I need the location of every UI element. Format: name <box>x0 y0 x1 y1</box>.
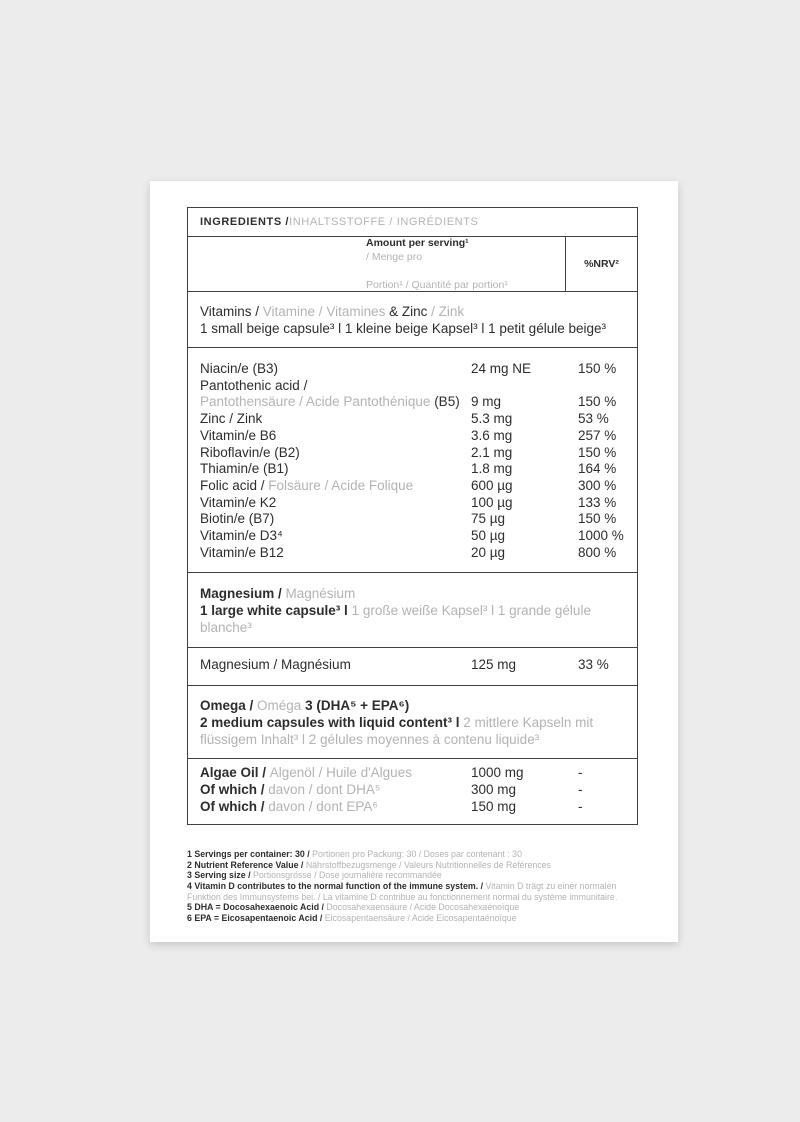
nutrient-amount: 1.8 mg <box>471 461 513 477</box>
nrv-column-header: %NRV² <box>565 237 637 291</box>
section-rows <box>188 647 637 685</box>
nutrient-row <box>188 445 637 462</box>
text-part: / Menge pro <box>366 251 423 263</box>
section-header <box>188 685 637 758</box>
nutrient-amount: 2.1 mg <box>471 444 513 460</box>
text-part: 1 große weiße Kapsel³ l 1 grande gélule <box>351 603 591 619</box>
nutrient-nrv: 1000 % <box>578 528 624 544</box>
nutrient-row <box>188 495 637 512</box>
nutrient-amount: 125 mg <box>471 657 517 673</box>
nutrient-name <box>200 428 471 445</box>
nutrient-name <box>200 445 471 462</box>
nutrient-amount: 100 µg <box>471 494 513 510</box>
nutrient-row <box>188 657 637 674</box>
nutrient-row <box>188 799 637 816</box>
nutrient-name <box>200 765 471 782</box>
nutrient-nrv: - <box>578 781 583 797</box>
section-rows <box>188 758 637 824</box>
text-part: 1 small beige capsule³ l 1 kleine beige Kapsel³ l 1 petit gélule beige³ <box>200 321 606 336</box>
text-part: Pantothensäure / Acide Pantothénique <box>200 394 435 410</box>
footnote-line <box>187 881 638 902</box>
text-part: 2 medium capsules with liquid content³ l <box>200 715 464 731</box>
nutrient-row <box>188 411 637 428</box>
text-part: Algenöl / Huile d'Algues <box>269 765 412 781</box>
nutrient-row <box>188 545 637 562</box>
nutrient-name <box>200 361 471 378</box>
nutrient-amount: 600 µg <box>471 477 513 493</box>
text-part: Vitamin/e K2 <box>200 494 277 510</box>
nutrient-name <box>200 511 471 528</box>
nutrient-nrv: 53 % <box>578 411 609 427</box>
nutrient-row <box>188 361 637 378</box>
text-part: Omega / <box>200 698 258 714</box>
text-part: 1 large white capsule³ l <box>200 603 352 619</box>
text-part: Folic acid / <box>200 477 269 493</box>
nutrient-name <box>200 799 471 816</box>
text-part: Portion¹ / Quantité par portion¹ <box>366 279 508 291</box>
text-part: INGREDIENTS / <box>200 216 290 228</box>
nutrient-row <box>188 461 637 478</box>
text-part: Magnesium / <box>200 586 286 602</box>
nutrient-nrv: 150 % <box>578 511 617 527</box>
nutrient-name <box>200 528 471 545</box>
nutrient-name <box>200 461 471 478</box>
text-part: Portionsgrösse / Dose journalière recommandée <box>253 870 442 881</box>
nutrient-nrv: - <box>578 765 583 781</box>
nutrient-name <box>200 495 471 512</box>
footnote-line <box>187 849 638 860</box>
text-part: Amount per serving¹ <box>366 237 469 249</box>
nutrient-row <box>188 528 637 545</box>
text-part: Vitamin/e B12 <box>200 544 284 560</box>
nutrient-name <box>200 378 471 411</box>
text-part: 4 Vitamin D contributes to the normal function of the immune system. / <box>187 881 486 892</box>
section-header <box>188 572 637 647</box>
footnote-line <box>187 902 638 913</box>
nutrient-nrv: 300 % <box>578 477 617 493</box>
text-part: davon / dont DHA⁵ <box>268 781 381 797</box>
column-header-row <box>188 236 637 291</box>
nutrient-nrv: 150 % <box>578 394 617 410</box>
nutrient-name <box>200 411 471 428</box>
section-header-line <box>200 602 625 619</box>
nutrient-name <box>200 657 471 674</box>
section-header-line <box>200 585 625 602</box>
text-part: 3 (DHA⁵ + EPA⁶) <box>305 698 410 714</box>
text-part: Of which / <box>200 798 269 814</box>
text-part: Magnesium / Magnésium <box>200 657 351 673</box>
nutrient-row <box>188 765 637 782</box>
nutrient-nrv: 33 % <box>578 657 609 673</box>
nutrient-nrv: 133 % <box>578 494 617 510</box>
section-vitamins <box>188 291 637 572</box>
text-part: 2 Nutrient Reference Value / <box>187 859 306 870</box>
table-sections <box>188 291 637 824</box>
text-part: & Zinc <box>389 304 432 319</box>
nutrient-row <box>188 782 637 799</box>
text-part: Folsäure / Acide Folique <box>268 477 414 493</box>
text-part: Vitamin/e B6 <box>200 427 277 443</box>
nutrient-row <box>188 428 637 445</box>
section-header-line <box>200 731 625 748</box>
nutrient-amount: 1000 mg <box>471 765 524 781</box>
footnote-line <box>187 870 638 881</box>
nutrient-amount: 5.3 mg <box>471 411 513 427</box>
text-part: 3 Serving size / <box>187 870 254 881</box>
text-part: INHALTSSTOFFE / INGRÉDIENTS <box>289 216 479 228</box>
nutrient-name <box>200 545 471 562</box>
table-title <box>188 208 637 236</box>
section-header-line <box>200 303 625 320</box>
text-part: Riboflavin/e (B2) <box>200 444 300 460</box>
text-part: Thiamin/e (B1) <box>200 461 289 477</box>
nutrient-amount: 24 mg NE <box>471 361 532 376</box>
text-part: Niacin/e (B3) <box>200 361 279 376</box>
text-part: Vitamins / <box>200 304 263 319</box>
section-magnesium <box>188 572 637 685</box>
nutrient-nrv: 800 % <box>578 544 617 560</box>
text-part: Pantothenic acid / <box>200 377 308 393</box>
section-rows <box>188 347 637 572</box>
nutrient-name <box>200 478 471 495</box>
text-part: Nährstoffbezugsmenge / Valeurs Nutritionnelles de Références <box>305 859 551 870</box>
amount-column-header <box>366 237 565 291</box>
nutrient-amount: 150 mg <box>471 798 517 814</box>
footnote-line <box>187 913 638 924</box>
text-part: Vitamin/e D3⁴ <box>200 528 283 544</box>
nutrient-amount: 20 µg <box>471 544 506 560</box>
text-part: 1 Servings per container: 30 / <box>187 849 313 860</box>
nutrient-amount: 50 µg <box>471 528 506 544</box>
section-header-line <box>200 619 625 636</box>
column-header-spacer <box>188 237 366 291</box>
text-part: davon / dont EPA⁶ <box>268 798 378 814</box>
section-omega <box>188 685 637 824</box>
section-header-line <box>200 697 625 714</box>
text-part: Portionen pro Packung: 30 / Doses par contenant : 30 <box>312 849 522 860</box>
nutrient-row <box>188 478 637 495</box>
text-part: Of which / <box>200 781 269 797</box>
text-part: Algae Oil / <box>200 765 270 781</box>
text-part: 6 EPA = Eicosapentaenoic Acid / <box>187 912 325 923</box>
footnote-line <box>187 860 638 871</box>
nutrient-nrv: 257 % <box>578 427 617 443</box>
nutrient-amount: 9 mg <box>471 394 502 410</box>
text-part: blanche³ <box>200 620 252 636</box>
text-part: Docosahexaensäure / Acide Docosahexaénoïque <box>326 902 520 913</box>
text-part: Eicosapentaensäure / Acide Eicosapentaénoïque <box>324 912 517 923</box>
nutrient-nrv: 150 % <box>578 444 617 460</box>
text-part: (B5) <box>434 394 460 410</box>
nutrient-amount: 300 mg <box>471 781 517 797</box>
nutrient-nrv: 150 % <box>578 361 617 376</box>
section-header <box>188 291 637 347</box>
text-part: / Zink <box>431 304 465 319</box>
text-part: Vitamin D trägt zu einer normalen Funktion des Immunsystems bei. / La vitamine D contribue au fonctionnement normal du système immunitaire. <box>187 881 618 902</box>
nutrient-name <box>200 782 471 799</box>
text-part: Magnésium <box>285 586 356 602</box>
section-header-line <box>200 320 625 337</box>
nutrient-nrv: - <box>578 798 583 814</box>
text-part: 2 mittlere Kapseln mit <box>463 715 594 731</box>
nutrient-row <box>188 511 637 528</box>
nutrient-amount: 3.6 mg <box>471 427 513 443</box>
section-header-line <box>200 714 625 731</box>
nutrient-row <box>188 378 637 411</box>
text-part: flüssigem Inhalt³ l 2 gélules moyennes à contenu liquide³ <box>200 732 540 748</box>
text-part: Oméga <box>257 698 306 714</box>
footnotes <box>187 849 638 923</box>
text-part: 5 DHA = Docosahexaenoic Acid / <box>187 902 327 913</box>
nutrient-nrv: 164 % <box>578 461 617 477</box>
ingredients-table <box>187 207 638 825</box>
text-part: Biotin/e (B7) <box>200 511 275 527</box>
ingredients-card <box>150 181 678 942</box>
text-part: Vitamine / Vitamines <box>262 304 390 319</box>
text-part: Zinc / Zink <box>200 411 263 427</box>
nutrient-amount: 75 µg <box>471 511 506 527</box>
